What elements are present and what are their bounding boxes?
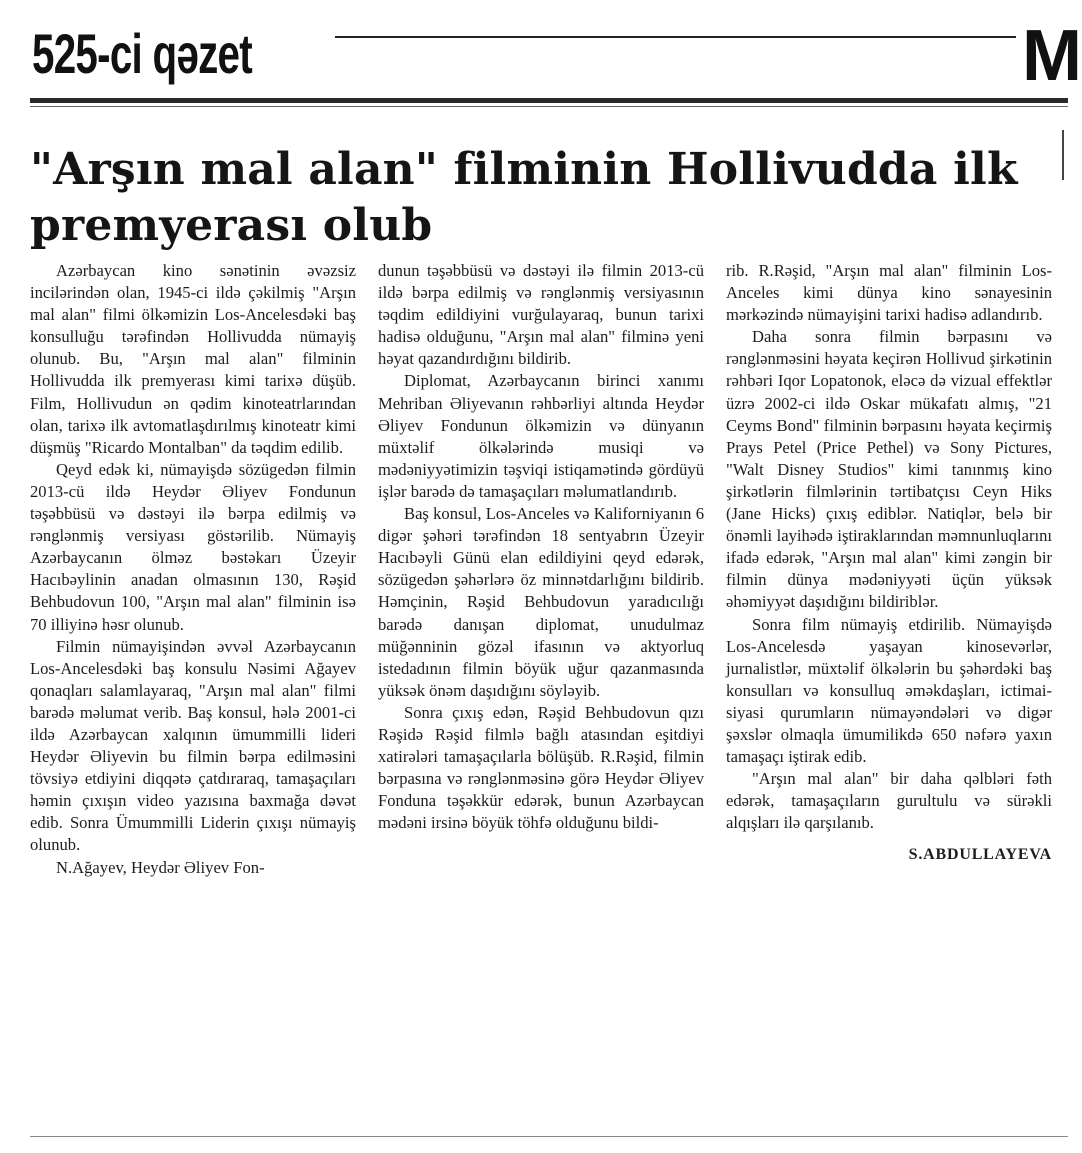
article-paragraph: Sonra çıxış edən, Rəşid Behbudovun qızı Rəşidə Rəşid filmlə bağlı atasından eşitdiyi xatirələri tamaşaçılarla bölüşüb. R.Rəşid, filmin bərpasına və rənglənməsinə görə Heydər Əliyev Fonduna təşəkkür edərək, bunun Azərbaycan mədəni irsinə böyük töhfə olduğunu bildi- xyxy=(378,702,704,833)
article-paragraph: Sonra film nümayiş etdirilib. Nümayişdə Los-Ancelesdə yaşayan kinosevərlər, jurnalistlər, müxtəlif ölkələrin bu şəhərdəki baş konsulları və konsulluq əməkdaşları, ictimai-siyasi qurumların nümayəndələri və digər şəxslər olmaqla ümumilikdə 650 nəfərə yaxın tamaşaçı iştirak edib. xyxy=(726,614,1052,767)
article-byline: S.ABDULLAYEVA xyxy=(908,846,1052,864)
article-paragraph: rib. R.Rəşid, "Arşın mal alan" filminin Los-Anceles kimi dünya kino sənayesinin mərkəzində nümayişini tarixi hadisə adlandırıb. xyxy=(726,261,1052,325)
masthead-rule xyxy=(335,36,1016,38)
article-paragraph: N.Ağayev, Heydər Əliyev Fon- xyxy=(56,857,265,877)
article-headline: "Arşın mal alan" filminin Hollivudda ilk premyerası olub xyxy=(30,144,1018,251)
article-paragraph: Filmin nümayişindən əvvəl Azərbaycanın Los-Ancelesdəki baş konsulu Nəsimi Ağayev qonaqları salamlayaraq, "Arşın mal alan" filmi barədə məlumat verib. Baş konsul, hələ 2001-ci ildə Azərbaycan xalqının ümummilli lideri Heydər Əliyevin bu filmin bərpa edilməsini tövsiyə etdiyini diqqətə çatdıraraq, tamaşaçıları həmin çıxışın video yazısına baxmağa dəvət edib. Sonra Ümummilli Liderin çıxışı nümayiş olunub. xyxy=(30,636,356,855)
page-edge-mark xyxy=(1062,130,1064,180)
article-paragraph: Qeyd edək ki, nümayişdə sözügedən filmin 2013-cü ildə Heydər Əliyev Fondunun təşəbbüsü və dəstəyi ilə bərpa edilmiş və rənglənmiş versiyası göstərilib. Nümayiş Azərbaycanın ölməz bəstəkarı Üzeyir Hacıbəylinin anadan olmasının 130, Rəşid Behbudovun 100, "Arşın mal alan" filminin isə 70 illiyinə həsr olunub. xyxy=(30,459,356,634)
masthead-edge-letter: M xyxy=(1022,16,1082,96)
article-paragraph: Diplomat, Azərbaycanın birinci xanımı Mehriban Əliyevanın rəhbərliyi altında Heydər Əliyev Fondunun ölkəmizin və dünyanın müxtəlif ölkələrində musiqi və mədəniyyətimizin təşviqi istiqamətində gördüyü işlər barədə də tamaşaçıları məlumatlandırıb. xyxy=(378,371,704,501)
article-column-1 xyxy=(30,260,356,1090)
masthead xyxy=(30,16,1082,96)
article-paragraph: "Arşın mal alan" bir daha qəlbləri fəth edərək, tamaşaçıların gurultulu və sürəkli alqışları ilə qarşılanıb. xyxy=(726,769,1052,833)
article-paragraph: Daha sonra filmin bərpasını və rənglənməsini həyata keçirən Hollivud şirkətinin rəhbəri Iqor Lopatonok, eləcə də vizual effektlər üzrə 2002-ci ildə Oskar mükafatı almış, "21 Ceyms Bond" filminin bərpasını həyata keçirmiş Prays Petel (Price Pethel) və Sony Pictures, "Walt Disney Studios" kimi tanınmış kino şirkətlərin filmlərinin tərtibatçısı Ceyn Hiks (Jane Hicks) çıxış ediblər. Natiqlər, belə bir önəmli layihədə iştiraklarından məmnunluqlarını ifadə edərək, "Arşın mal alan" kimi zəngin bir filmin dünya mədəniyyəti üçün yüksək əhəmiyyət daşıdığını bildiriblər. xyxy=(726,327,1052,612)
article-body xyxy=(30,260,1052,1090)
article-column-2 xyxy=(378,260,704,1090)
header-rule-thin xyxy=(30,106,1068,107)
article-paragraph: Baş konsul, Los-Anceles və Kaliforniyanın 6 digər şəhəri tərəfindən 18 sentyabrın Üzeyir Hacıbəyli Günü elan edildiyini qeyd edərək, sözügedən şəhərlərə öz minnətdarlığını bildirib. Həmçinin, Rəşid Behbudovun yaradıcılığı barədə danışan diplomat, unudulmaz müğənninin gözəl ifasının və aktyorluq istedadının filmin böyük uğur qazanmasında yüksək önəm daşıdığını söyləyib. xyxy=(378,504,704,700)
article-column-3 xyxy=(726,260,1052,1090)
newspaper-title: 525-ci qəzet xyxy=(32,22,252,85)
article-paragraph: dunun təşəbbüsü və dəstəyi ilə filmin 2013-cü ildə bərpa edilmiş və rənglənmiş versiyasının təqdim edildiyini vurğulayaraq, bunun tarixi hadisə olduğunu, "Arşın mal alan" filminə yeni həyat qazandırdığını bildirib. xyxy=(378,261,704,369)
article-paragraph: Azərbaycan kino sənətinin əvəzsiz incilərindən olan, 1945-ci ildə çəkilmiş "Arşın mal alan" filmi ölkəmizin Los-Ancelesdəki baş konsulluğu tərəfindən Hollivudda nümayiş olunub. Bu, "Arşın mal alan" filminin Hollivudda ilk premyerası kimi tarixə düşüb. Film, Hollivudun ən qədim kinoteatrlarından olan, tarixə ilk avtomatlaşdırılmış kinoteatr kimi düşmüş "Ricardo Montalban" da təqdim edilib. xyxy=(30,261,356,457)
header-rule-thick xyxy=(30,98,1068,103)
footer-rule xyxy=(30,1136,1068,1137)
